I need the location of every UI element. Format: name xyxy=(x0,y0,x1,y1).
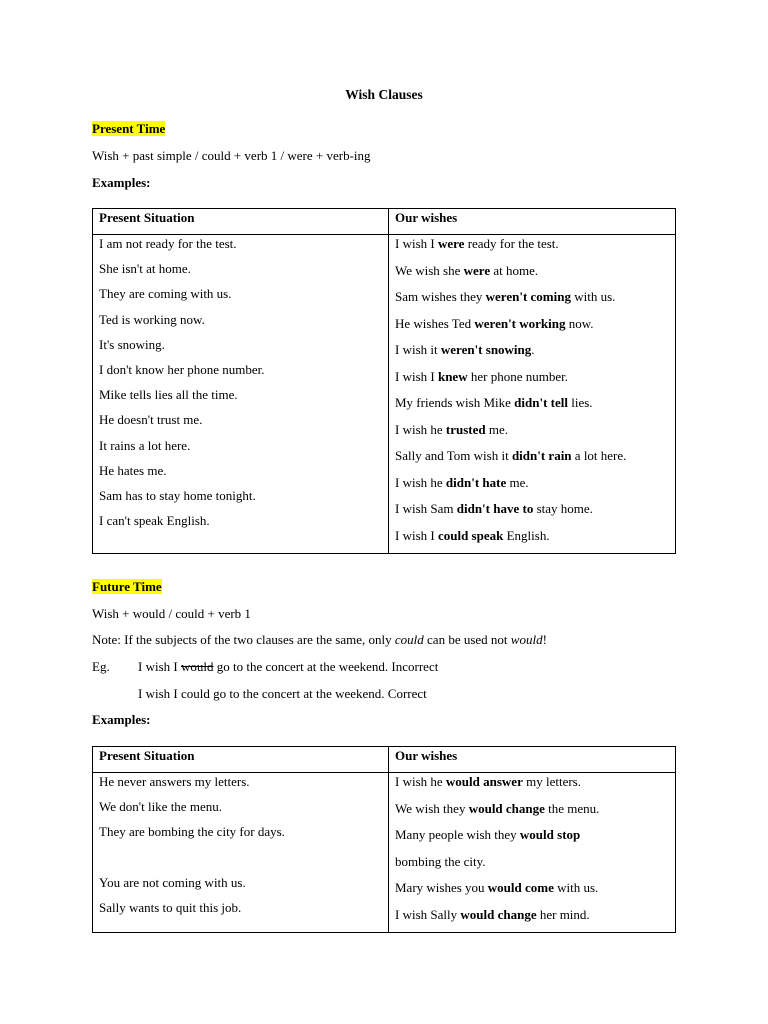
wish-rest: her mind. xyxy=(536,906,590,922)
wish-line xyxy=(395,315,669,342)
wish-verb-phrase: didn't hate xyxy=(445,474,507,490)
wish-rest: now. xyxy=(565,315,594,331)
present-time-highlight: Present Time xyxy=(92,121,166,136)
wish-line xyxy=(395,853,669,880)
wish-rest: me. xyxy=(506,474,529,490)
wish-line xyxy=(395,447,669,474)
note-would: would xyxy=(510,632,543,647)
future-note xyxy=(92,632,547,648)
situation-line: I can't speak English. xyxy=(99,513,210,529)
situation-line: It's snowing. xyxy=(99,336,165,352)
column-header-situation: Present Situation xyxy=(93,209,389,235)
note-text-mid: can be used not xyxy=(423,632,511,647)
wish-rest: . xyxy=(531,342,535,357)
situation-line: Ted is working now. xyxy=(99,311,205,327)
wish-verb-phrase: could speak xyxy=(437,527,504,543)
wish-line xyxy=(395,826,669,853)
situation-line: He doesn't trust me. xyxy=(99,412,203,428)
future-formula: Wish + would / could + verb 1 xyxy=(92,606,251,621)
wish-rest: with us. xyxy=(553,880,599,895)
wish-verb-phrase: weren't working xyxy=(474,315,566,331)
situation-line: You are not coming with us. xyxy=(99,874,246,890)
wish-subject: bombing the city. xyxy=(395,853,486,869)
situation-line: Sam has to stay home tonight. xyxy=(99,487,256,503)
wish-subject: I wish he xyxy=(395,474,446,490)
wish-line xyxy=(395,368,669,395)
note-could: could xyxy=(394,632,424,647)
wish-subject: I wish Sam xyxy=(395,501,457,516)
wish-line xyxy=(395,262,669,289)
present-examples-label: Examples: xyxy=(92,175,151,190)
wish-rest: my letters. xyxy=(522,774,581,789)
page-title: Wish Clauses xyxy=(345,87,423,102)
wish-line xyxy=(395,527,669,554)
wish-rest: a lot here. xyxy=(571,448,627,463)
wish-rest: stay home. xyxy=(533,501,593,516)
wish-rest: lies. xyxy=(568,395,593,410)
wish-line xyxy=(395,341,669,368)
situation-line: They are bombing the city for days. xyxy=(99,824,285,840)
present-time-table xyxy=(92,208,676,554)
table-body-row xyxy=(93,235,676,554)
column-header-situation: Present Situation xyxy=(93,747,389,773)
wish-line xyxy=(395,800,669,827)
wish-line xyxy=(395,773,669,800)
note-text-start: Note: If the subjects of the two clauses are the same, only xyxy=(92,632,395,647)
column-header-wishes: Our wishes xyxy=(389,747,676,773)
wish-verb-phrase: would change xyxy=(460,906,537,922)
wishes-cell xyxy=(389,773,676,933)
wish-subject: Many people wish they xyxy=(395,827,520,842)
future-time-table xyxy=(92,746,676,933)
wish-line xyxy=(395,235,669,262)
situation-line xyxy=(99,849,382,874)
wish-line xyxy=(395,288,669,315)
present-formula: Wish + past simple / could + verb 1 / were + verb-ing xyxy=(92,148,371,163)
situation-line: I don't know her phone number. xyxy=(99,361,265,377)
table-header-row xyxy=(93,747,676,773)
wish-line xyxy=(395,906,669,933)
wish-subject: We wish she xyxy=(395,262,464,278)
wish-rest: me. xyxy=(485,421,509,437)
wish-verb-phrase: knew xyxy=(437,368,468,384)
wish-subject: Mary wishes you xyxy=(395,880,488,895)
wish-verb-phrase: were xyxy=(463,262,491,278)
situation-line: We don't like the menu. xyxy=(99,799,222,815)
wish-subject: I wish Sally xyxy=(395,906,461,922)
situation-line: They are coming with us. xyxy=(99,286,232,302)
table-header-row xyxy=(93,209,676,235)
situation-line: Sally wants to quit this job. xyxy=(99,899,242,915)
example-incorrect xyxy=(138,659,438,675)
situation-line: Mike tells lies all the time. xyxy=(99,387,238,403)
wish-verb-phrase: were xyxy=(437,236,465,251)
future-time-heading xyxy=(92,579,162,595)
wish-verb-phrase: would stop xyxy=(519,827,581,842)
wish-subject: I wish he xyxy=(395,421,446,437)
wish-rest: her phone number. xyxy=(467,368,568,384)
wish-subject: I wish he xyxy=(395,774,446,789)
table-body-row xyxy=(93,773,676,933)
wish-subject: Sam wishes they xyxy=(395,289,486,304)
situation-line: It rains a lot here. xyxy=(99,437,191,453)
example-incorrect-end: go to the concert at the weekend. Incorrect xyxy=(213,659,439,674)
wish-line xyxy=(395,500,669,527)
wish-verb-phrase: would come xyxy=(487,880,554,895)
wish-line xyxy=(395,474,669,501)
note-text-end: ! xyxy=(542,632,547,647)
wish-verb-phrase: would answer xyxy=(445,774,523,789)
wish-rest: English. xyxy=(503,527,550,543)
wish-rest: with us. xyxy=(570,289,616,304)
example-incorrect-start: I wish I xyxy=(138,659,181,674)
wish-subject: My friends wish Mike xyxy=(395,395,515,410)
wish-rest: at home. xyxy=(490,262,539,278)
situations-cell xyxy=(93,773,389,933)
example-correct: I wish I could go to the concert at the weekend. Correct xyxy=(138,686,427,701)
wishes-cell xyxy=(389,235,676,554)
wish-subject: We wish they xyxy=(395,800,469,816)
wish-line xyxy=(395,421,669,448)
example-label: Eg. xyxy=(92,659,110,674)
wish-subject: I wish I xyxy=(395,527,438,543)
wish-subject: I wish I xyxy=(395,368,438,384)
wish-subject: He wishes Ted xyxy=(395,315,475,331)
wish-subject: I wish I xyxy=(395,236,438,251)
wish-verb-phrase: weren't snowing xyxy=(440,342,532,357)
situation-line: I am not ready for the test. xyxy=(99,236,237,251)
wish-verb-phrase: didn't rain xyxy=(511,448,572,463)
wish-line xyxy=(395,879,669,906)
wish-rest: the menu. xyxy=(544,800,600,816)
situations-cell xyxy=(93,235,389,554)
wish-verb-phrase: would change xyxy=(468,800,545,816)
wish-rest: ready for the test. xyxy=(464,236,559,251)
wish-verb-phrase: weren't coming xyxy=(485,289,571,304)
situation-line: He hates me. xyxy=(99,462,167,478)
wish-subject: I wish it xyxy=(395,342,441,357)
situation-line: She isn't at home. xyxy=(99,261,191,277)
wish-line xyxy=(395,394,669,421)
wish-verb-phrase: didn't have to xyxy=(456,501,534,516)
wish-verb-phrase: didn't tell xyxy=(514,395,568,410)
wish-subject: Sally and Tom wish it xyxy=(395,448,512,463)
situation-line: He never answers my letters. xyxy=(99,774,250,789)
future-examples-label: Examples: xyxy=(92,712,151,727)
column-header-wishes: Our wishes xyxy=(389,209,676,235)
future-time-highlight: Future Time xyxy=(92,579,162,594)
present-time-heading xyxy=(92,121,165,137)
example-struck-word: would xyxy=(180,659,214,674)
wish-verb-phrase: trusted xyxy=(445,421,486,437)
